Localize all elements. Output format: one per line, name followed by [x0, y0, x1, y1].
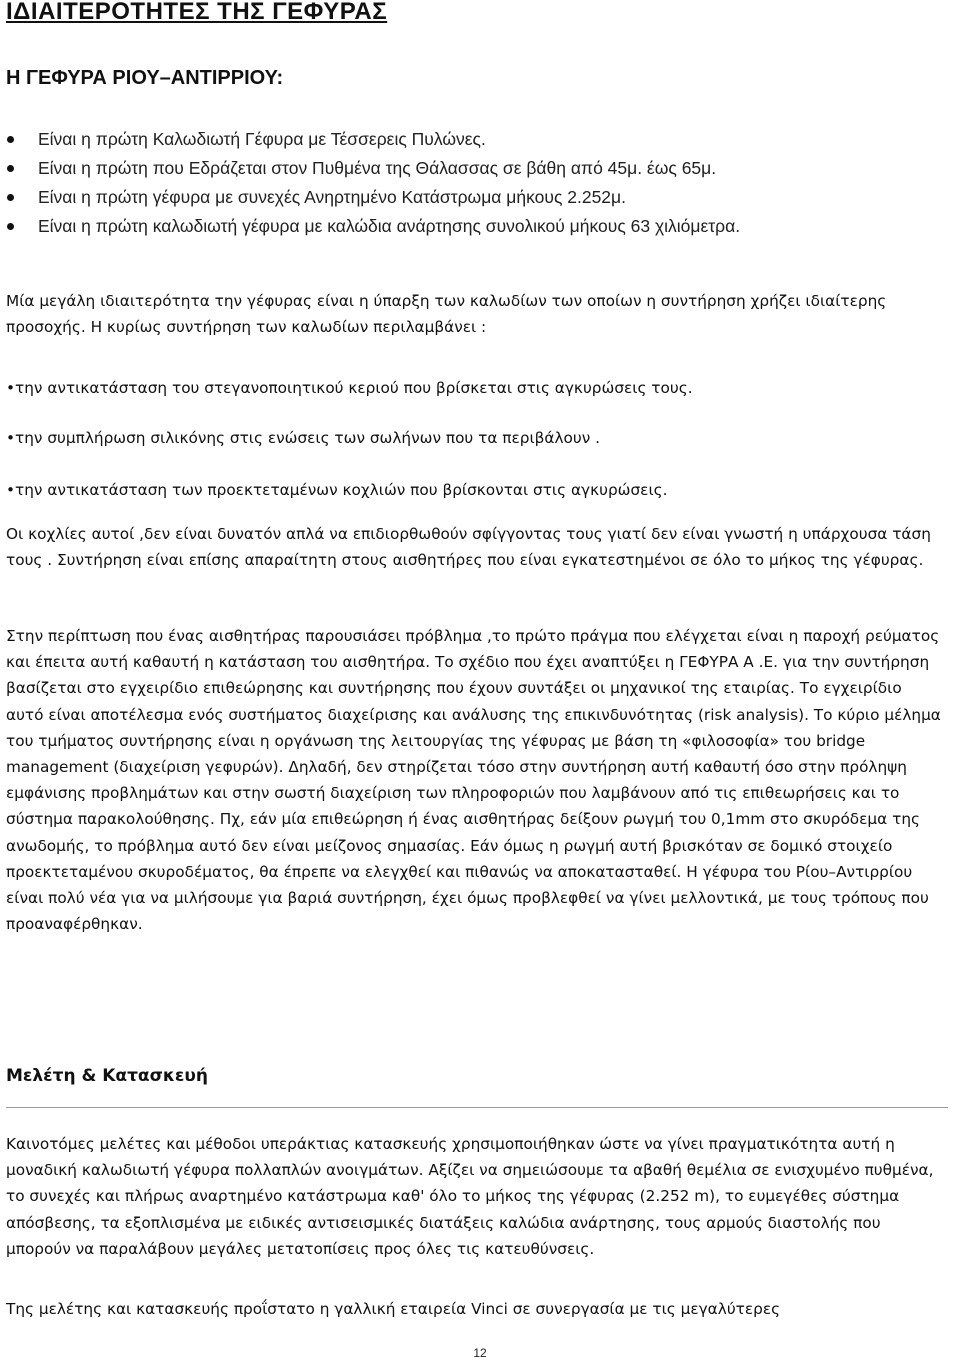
bullet-dot-icon: [7, 223, 14, 230]
page-title: ΙΔΙΑΙΤΕΡΟΤΗΤΕΣ ΤΗΣ ΓΕΦΥΡΑΣ: [6, 0, 388, 25]
list-item-text: Είναι η πρώτη που Εδράζεται στον Πυθμένα της Θάλασσας σε βάθη από 45μ. έως 65μ.: [38, 158, 717, 178]
bullet-dot-icon: [7, 136, 14, 143]
bridge-subtitle: Η ΓΕΦΥΡΑ ΡΙΟΥ–ΑΝΤΙΡΡΙΟΥ:: [6, 67, 284, 89]
list-item: [0, 215, 930, 244]
maintenance-item: •την αντικατάσταση του στεγανοποιητικού κεριού που βρίσκεται στις αγκυρώσεις τους.: [6, 379, 693, 397]
list-item: [0, 128, 930, 157]
bullet-dot-icon: [7, 194, 14, 201]
list-item: [0, 186, 930, 215]
design-paragraph: Καινοτόμες μελέτες και μέθοδοι υπεράκτιας κατασκευής χρησιμοποιήθηκαν ώστε να γίνει πραγματικότητα αυτή η μοναδική καλωδιωτή γέφυρα πολλαπλών ανοιγμάτων. Αξίζει να σημειώσουμε τα αβαθή θεμέλια σε ενισχυμένο πυθμένα, το συνεχές και πλήρως αναρτημένο κατάστρωμα καθ' όλο το μήκος της γέφυρας (2.252 m), το ευμεγέθες σύστημα απόσβεσης, τα εξοπλισμένα με ειδικές αντισεισμικές διατάξεις καλώδια ανάρτησης, τους αρμούς διαστολής που μπορούν να παραλάβουν μεγάλες μετατοπίσεις προς όλες τις κατευθύνσεις.: [6, 1135, 934, 1258]
bullet-dot-icon: [7, 165, 14, 172]
list-item-text: Είναι η πρώτη καλωδιωτή γέφυρα με καλώδια ανάρτησης συνολικού μήκους 63 χιλιόμετρα.: [38, 216, 741, 236]
bolts-paragraph: Οι κοχλίες αυτοί ,δεν είναι δυνατόν απλά να επιδιορθωθούν σφίγγοντας τους γιατί δεν είναι γνωστή η υπάρχουσα τάση τους . Συντήρηση είναι επίσης απαραίτητη στους αισθητήρες που είναι εγκατεστημένοι σε όλο το μήκος της γέφυρας.: [6, 525, 931, 570]
list-item-text: Είναι η πρώτη γέφυρα με συνεχές Ανηρτημένο Κατάστρωμα μήκους 2.252μ.: [38, 187, 626, 207]
page-number: 12: [473, 1346, 487, 1360]
maintenance-item: •την συμπλήρωση σιλικόνης στις ενώσεις των σωλήνων που τα περιβάλουν .: [6, 429, 601, 447]
list-item-text: Είναι η πρώτη Καλωδιωτή Γέφυρα με Τέσσερεις Πυλώνες.: [38, 129, 486, 149]
section-divider: [6, 1107, 948, 1108]
sensors-paragraph: Στην περίπτωση που ένας αισθητήρας παρουσιάσει πρόβλημα ,το πρώτο πράγμα που ελέγχεται είναι η παροχή ρεύματος και έπειτα αυτή καθαυτή η κατάσταση του αισθητήρα. Το σχέδιο που έχει αναπτύξει η ΓΕΦΥΡΑ Α .Ε. για την συντήρηση βασίζεται στο εγχειρίδιο επιθεώρησης και συντήρησης που έχουν συντάξει οι μηχανικοί της εταιρίας. Το εγχειρίδιο αυτό είναι αποτέλεσμα ενός συστήματος διαχείρισης και ανάλυσης της επικινδυνότητας (risk analysis). Το κύριο μέλημα του τμήματος συντήρησης είναι η οργάνωση της λειτουργίας της γέφυρας με βάση τη «φιλοσοφία» του bridge management (διαχείριση γεφυρών). Δηλαδή, δεν στηρίζεται τόσο στην συντήρηση αυτή καθαυτή όσο στην πρόληψη εμφάνισης προβλημάτων και στην σωστή διαχείριση των πληροφοριών που λαμβάνουν από τις επιθεωρήσεις και το σύστημα παρακολούθησης. Πχ, εάν μία επιθεώρηση ή ένας αισθητήρας δείξουν ρωγμή του 0,1mm στο σκυρόδεμα της ανωδομής, το πρόβλημα αυτό δεν είναι μείζονος σημασίας. Εάν όμως η ρωγμή αυτή βρισκόταν σε δομικό στοιχείο προεκτεταμένου σκυροδέματος, θα έπρεπε να ελεγχθεί και πιθανώς να αποκατασταθεί. Η γέφυρα του Ρίου–Αντιρρίου είναι πολύ νέα για να μιλήσουμε για βαριά συντήρηση, έχει όμως προβλεφθεί να γίνει μελλοντικά, με τους τρόπους που προαναφέρθηκαν.: [6, 627, 941, 934]
cables-paragraph: Μία μεγάλη ιδιαιτερότητα την γέφυρας είναι η ύπαρξη των καλωδίων των οποίων η συντήρηση χρήζει ιδιαίτερης προσοχής. Η κυρίως συντήρηση των καλωδίων περιλαμβάνει :: [6, 292, 887, 337]
list-item: [0, 157, 930, 186]
vinci-paragraph: Της μελέτης και κατασκευής προΐστατο η γαλλική εταιρεία Vinci σε συνεργασία με τις μεγαλύτερες: [6, 1300, 781, 1318]
section-title: Μελέτη & Κατασκευή: [6, 1066, 208, 1086]
maintenance-item: •την αντικατάσταση των προεκτεταμένων κοχλιών που βρίσκονται στις αγκυρώσεις.: [6, 481, 668, 499]
features-list: [0, 128, 930, 244]
